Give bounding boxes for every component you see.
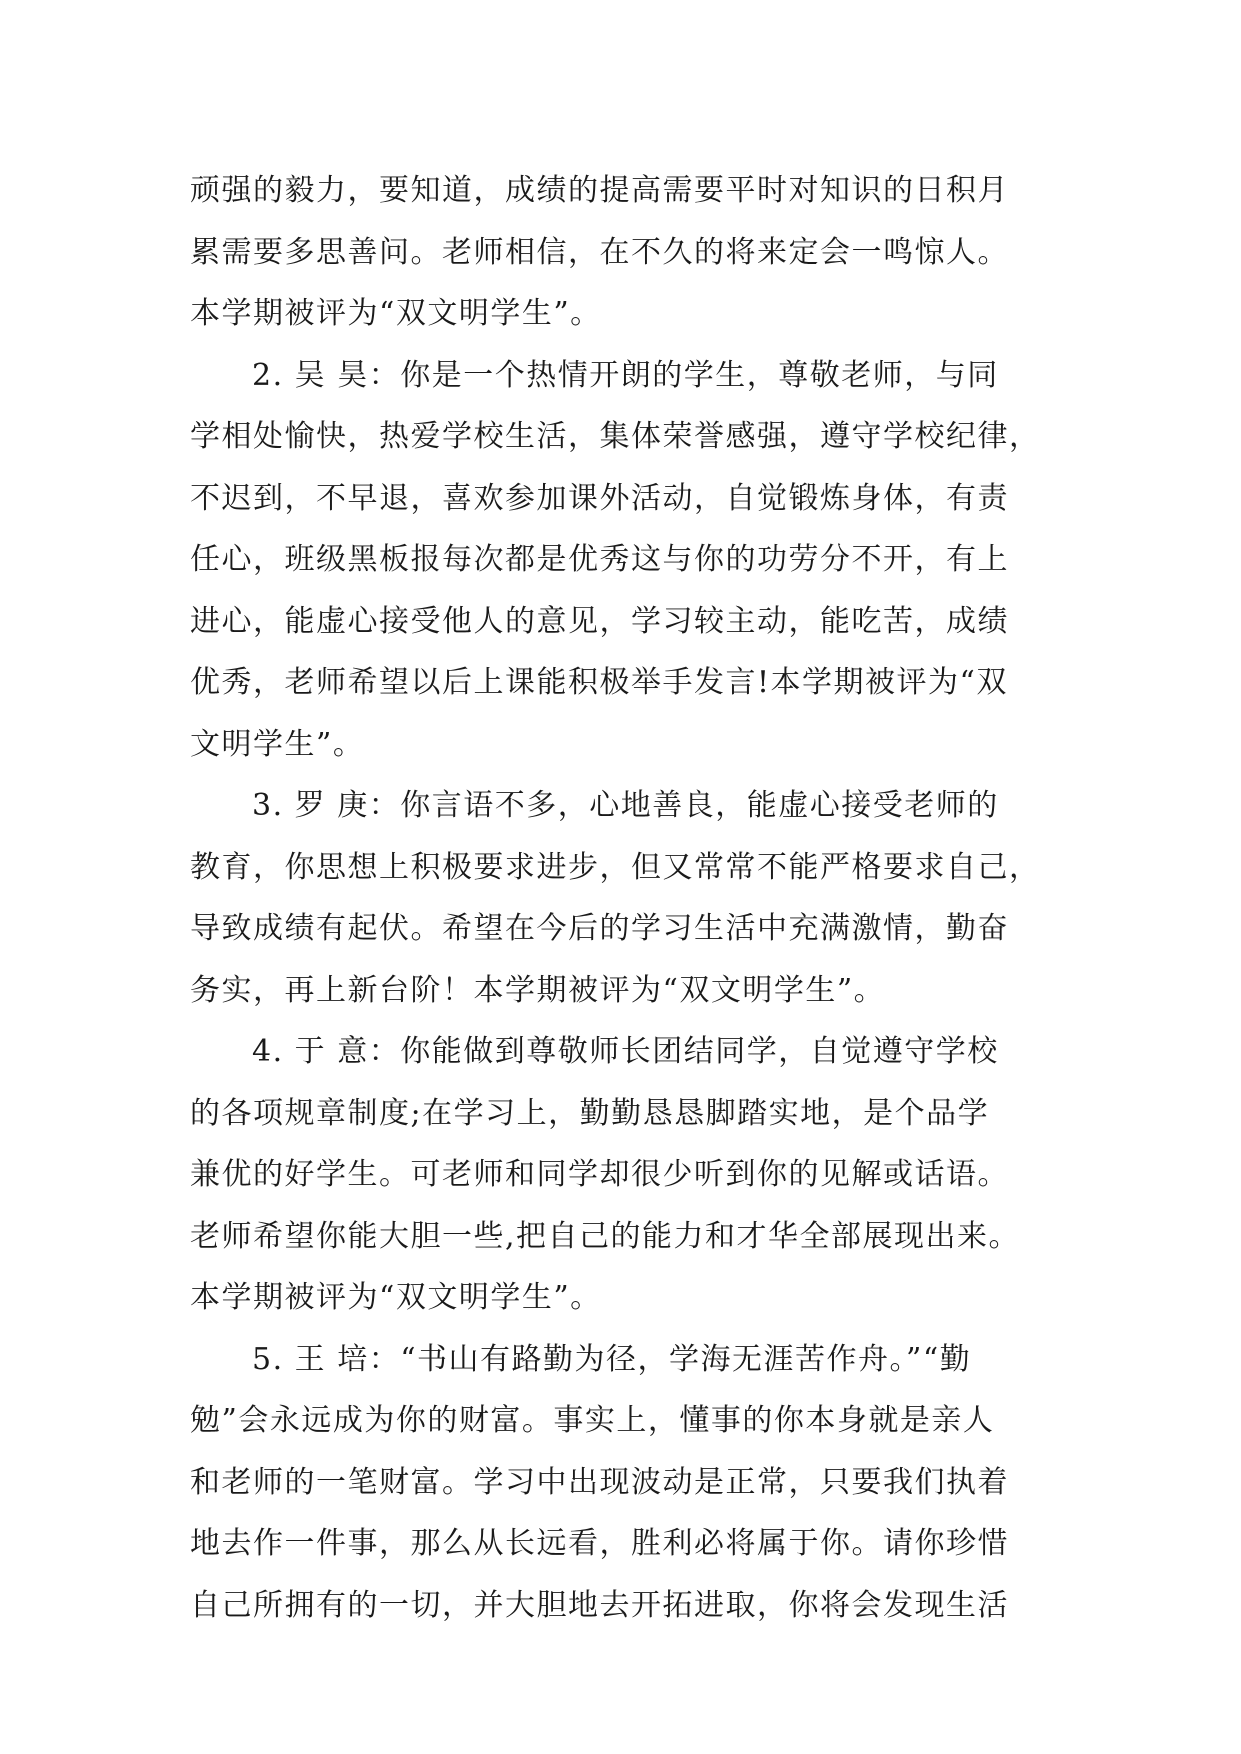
text-line: 累需要多思善问。老师相信，在不久的将来定会一鸣惊人。 [190, 234, 1009, 270]
text-line: 优秀，老师希望以后上课能积极举手发言!本学期被评为“双 [190, 665, 1008, 700]
text-line: 勉”会永远成为你的财富。事实上，懂事的你本身就是亲人 [190, 1403, 995, 1438]
paragraph-start-line: 2. 吴 昊：你是一个热情开朗的学生，尊敬老师，与同 [252, 357, 999, 393]
document-body [190, 160, 1070, 1636]
text-line: 不迟到，不早退，喜欢参加课外活动，自觉锻炼身体，有责 [190, 480, 1009, 516]
text-line: 地去作一件事，那么从长远看，胜利必将属于你。请你珍惜 [190, 1526, 1009, 1561]
paragraph-start-line: 4. 于 意：你能做到尊敬师长团结同学，自觉遵守学校 [252, 1034, 999, 1069]
paragraph-start-line: 3. 罗 庚：你言语不多，心地善良，能虚心接受老师的 [252, 788, 999, 823]
text-line: 进心，能虚心接受他人的意见，学习较主动，能吃苦，成绩 [190, 603, 1009, 639]
text-line: 老师希望你能大胆一些,把自己的能力和才华全部展现出来。 [190, 1218, 1021, 1254]
text-line: 导致成绩有起伏。希望在今后的学习生活中充满激情，勤奋 [190, 911, 1009, 946]
text-line: 自己所拥有的一切，并大胆地去开拓进取，你将会发现生活 [190, 1587, 1009, 1623]
text-line: 的各项规章制度;在学习上，勤勤恳恳脚踏实地，是个品学 [190, 1095, 990, 1131]
text-line: 和老师的一笔财富。学习中出现波动是正常，只要我们执着 [190, 1464, 1009, 1500]
paragraph-start-line: 5. 王 培：“书山有路勤为径，学海无涯苦作舟。”“勤 [252, 1341, 972, 1377]
text-line: 任心，班级黑板报每次都是优秀这与你的功劳分不开，有上 [190, 542, 1009, 577]
text-line: 文明学生”。 [190, 726, 365, 762]
text-line: 本学期被评为“双文明学生”。 [190, 296, 602, 331]
text-line: 本学期被评为“双文明学生”。 [190, 1280, 602, 1315]
text-line: 兼优的好学生。可老师和同学却很少听到你的见解或话语。 [190, 1157, 1009, 1192]
text-line: 务实，再上新台阶！本学期被评为“双文明学生”。 [190, 972, 886, 1008]
text-line: 教育，你思想上积极要求进步，但又常常不能严格要求自己， [190, 849, 1041, 885]
text-line: 顽强的毅力，要知道，成绩的提高需要平时对知识的日积月 [190, 173, 1009, 208]
text-line: 学相处愉快，热爱学校生活，集体荣誉感强，遵守学校纪律， [190, 419, 1041, 454]
